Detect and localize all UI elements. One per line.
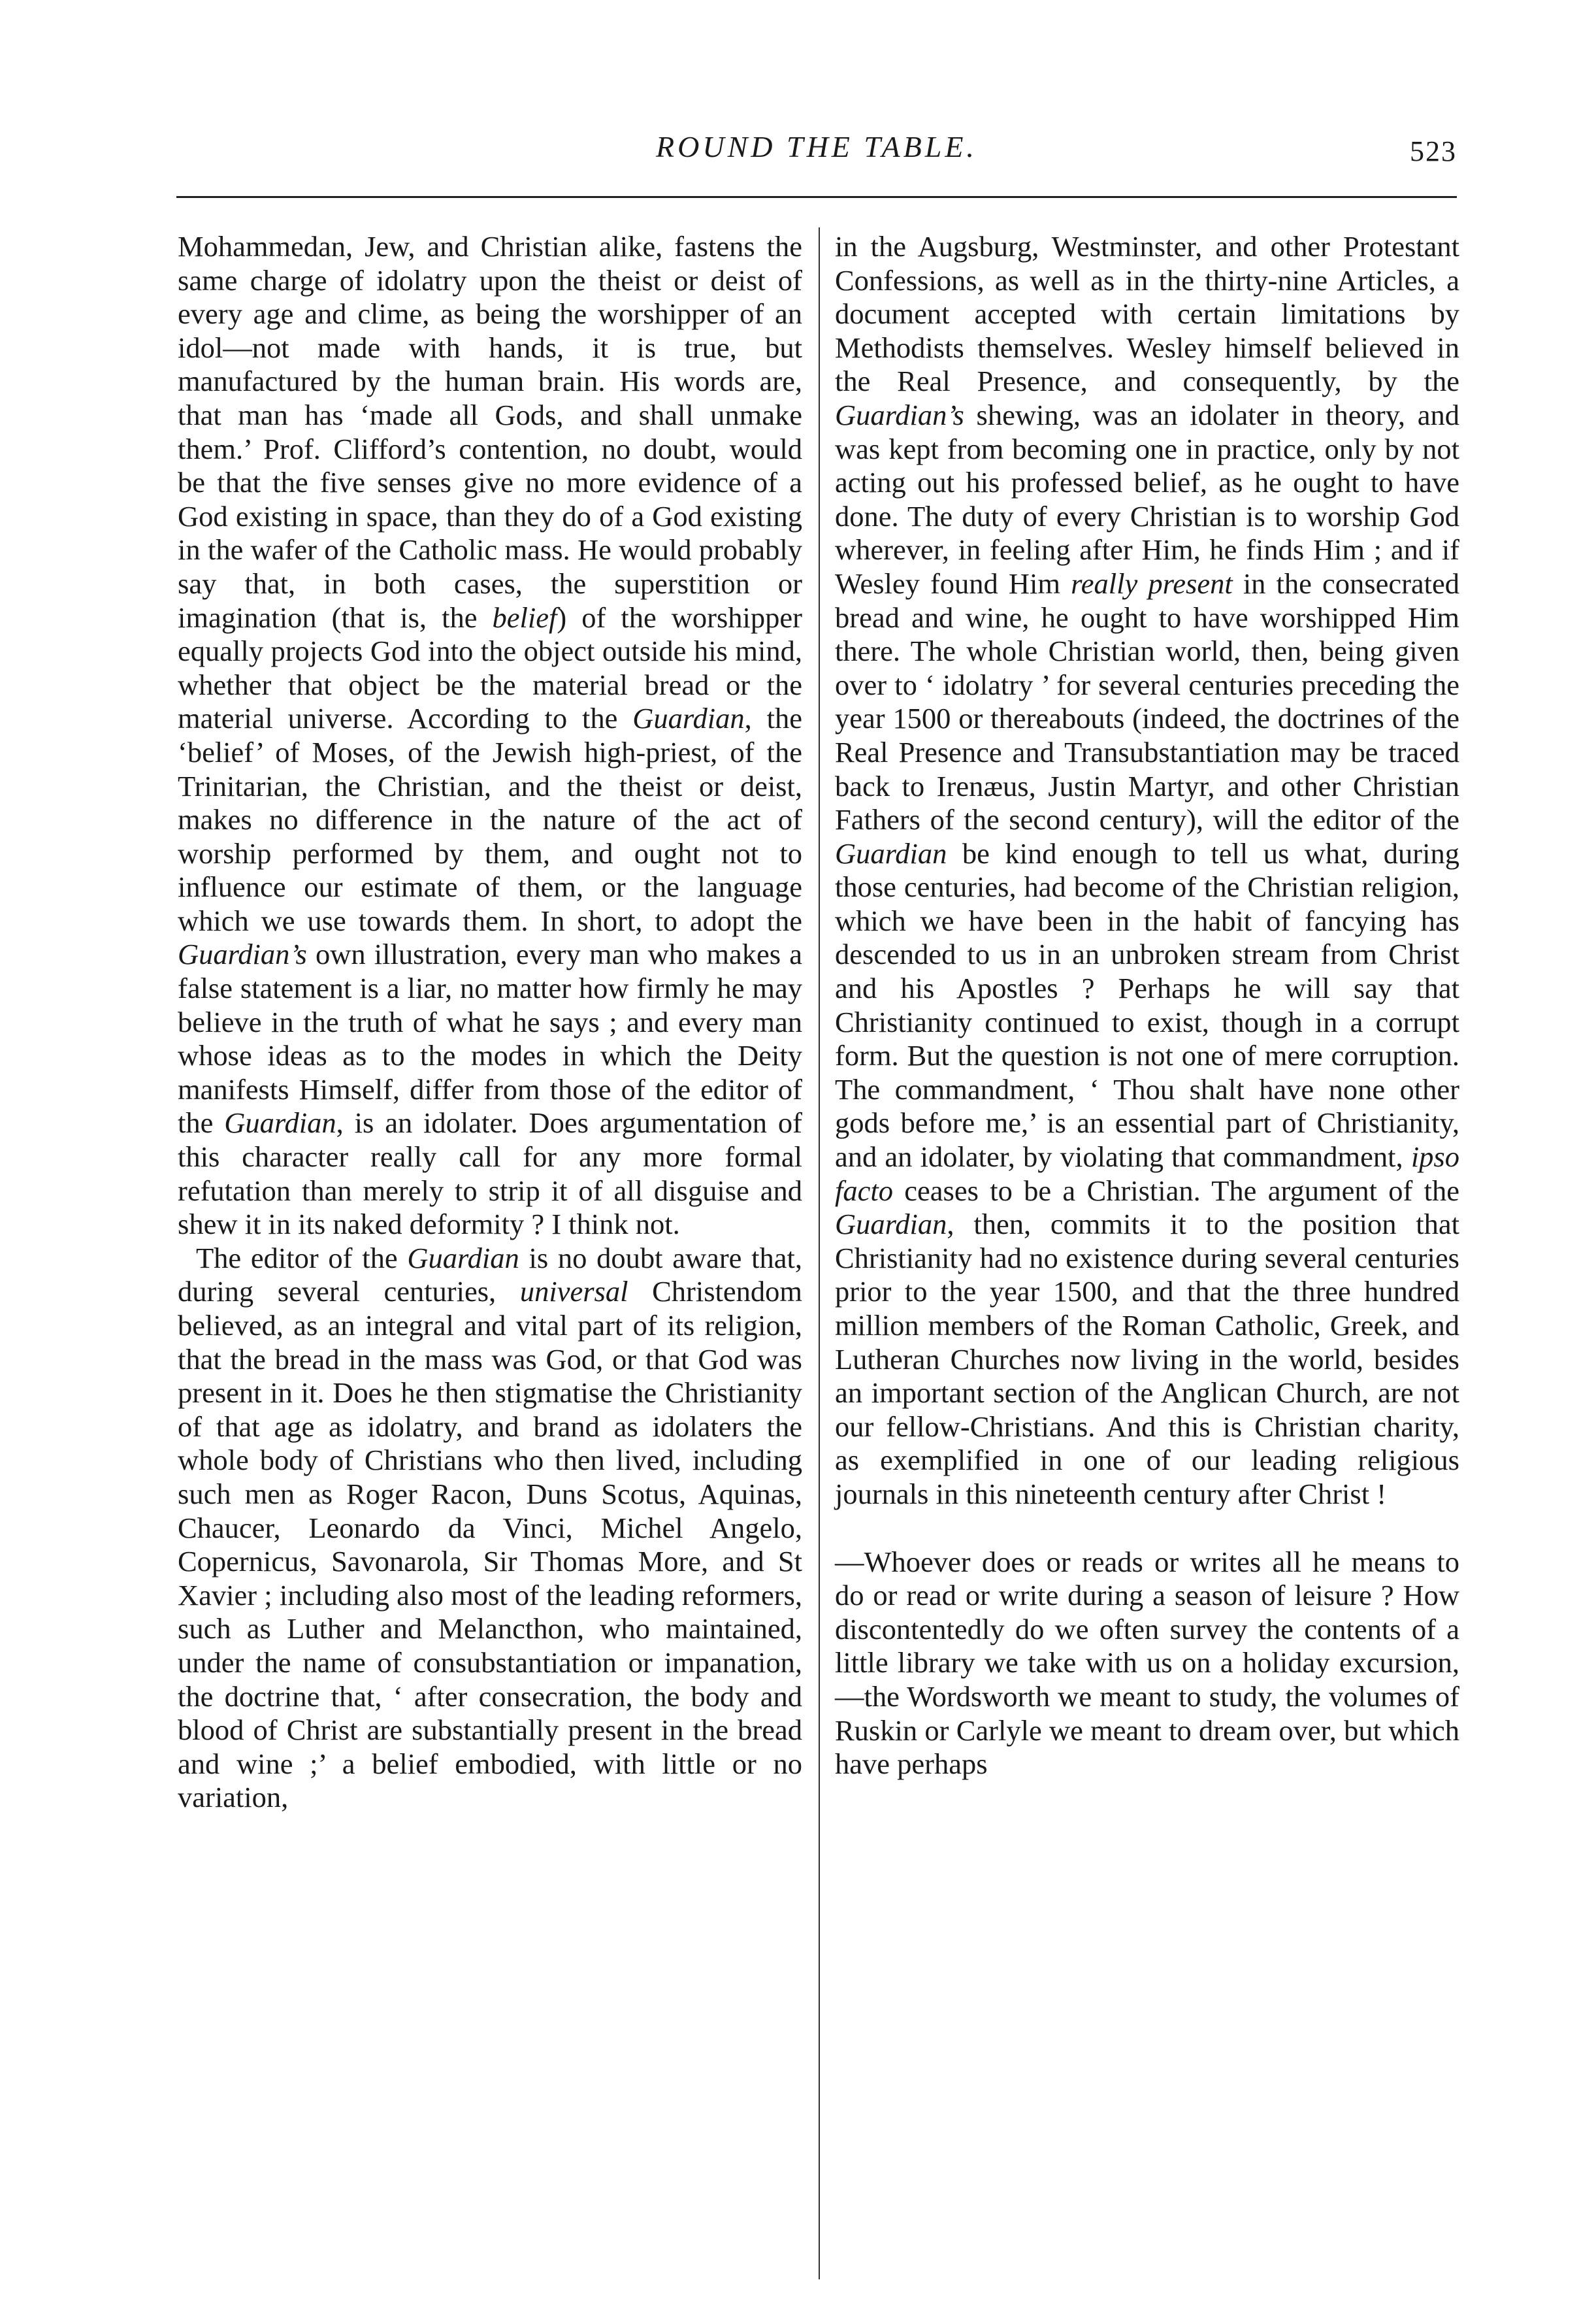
- text-run: ) of the worshipper equally projects God into the object outside his mind, whether that object be the material bread or the material universe. According to the: [178, 601, 802, 735]
- text-run: , the ‘belief’ of Moses, of the Jewish high-priest, of the Trinitarian, the Christian, and the theist or deist, makes no difference in the nature of the act of worship performed by them, and ought not to influence our estimate of them, or the language which we use towards them. In short, to adopt the: [178, 702, 802, 937]
- italic-text-run: Guardian’s: [178, 938, 307, 971]
- text-run: The editor of the: [196, 1241, 408, 1274]
- header-rule: [176, 196, 1457, 198]
- left-column: [178, 230, 802, 1815]
- italic-text-run: Guardian: [224, 1106, 336, 1140]
- italic-text-run: Guardian: [407, 1241, 519, 1274]
- text-run: ceases to be a Christian. The argument of the: [892, 1174, 1459, 1207]
- italic-text-run: Guardian: [632, 702, 745, 735]
- running-head: ROUND THE TABLE.: [656, 130, 977, 163]
- right-column: [835, 230, 1459, 1781]
- italic-text-run: ipso facto: [835, 1140, 1459, 1207]
- text-run: shewing, was an idolater in theory, and was kept from becoming one in practice, only by not acting out his professed belief, as he ought to have done. The duty of every Christian is to worship God wherever, in feeling after Him, he finds Him ; and if Wesley found Him: [835, 398, 1459, 600]
- text-run: in the Augsburg, Westminster, and other Protestant Confessions, as well as in the thirty-nine Articles, a document accepted with certain limitations by Methodists themselves. Wesley himself believed in the Real Presence, and consequently, by the: [835, 230, 1459, 398]
- italic-text-run: Guardian: [835, 836, 947, 870]
- text-run: be kind enough to tell us what, during those centuries, had become of the Christian religion, which we have been in the habit of fancying has descended to us in an unbroken stream from Christ and his Apostles ? Perhaps he will say that Christianity continued to exist, though in a corrupt form. But the question is not one of mere corruption. The commandment, ‘ Thou shalt have none other gods before me,’ is an essential part of Christianity, and an idolater, by violating that commandment,: [835, 836, 1459, 1174]
- paragraph: [835, 1545, 1459, 1781]
- text-run: is no doubt aware that, during several centuries,: [178, 1241, 802, 1308]
- paragraph: [178, 230, 802, 1242]
- page-number: 523: [1410, 135, 1457, 167]
- text-run: , is an idolater. Does argumentation of this character really call for any more formal refutation than merely to strip it of all disguise and shew it in its naked deformity ? I think not.: [178, 1106, 802, 1241]
- italic-text-run: universal: [519, 1275, 628, 1308]
- italic-text-run: Guardian: [835, 1208, 947, 1241]
- paragraph: [178, 1242, 802, 1815]
- column-divider: [819, 227, 820, 2279]
- text-run: own illustration, every man who makes a false statement is a liar, no matter how firmly he may believe in the truth of what he says ; and every man whose ideas as to the modes in which the Deity manifests Himself, differ from those of the editor of the: [178, 938, 802, 1140]
- italic-text-run: really present: [1071, 567, 1233, 600]
- italic-text-run: Guardian’s: [835, 398, 964, 431]
- italic-text-run: belief: [492, 601, 557, 634]
- text-run: , then, commits it to the position that Christianity had no existence during several centuries prior to the year 1500, and that the three hundred million members of the Roman Catholic, Greek, and Lutheran Churches now living in the world, besides an important section of the Anglican Church, are not our fellow-Christians. And this is Christian charity, as exemplified in one of our leading religious journals in this nineteenth century after Christ !: [835, 1208, 1459, 1510]
- text-run: —Whoever does or reads or writes all he means to do or read or write during a season of leisure ? How discontentedly do we often survey the contents of a little library we take with us on a holiday excursion,—the Wordsworth we meant to study, the volumes of Ruskin or Carlyle we meant to dream over, but which have perhaps: [835, 1545, 1459, 1781]
- text-run: in the consecrated bread and wine, he ought to have worshipped Him there. The whole Christian world, then, being given over to ‘ idolatry ’ for several centuries preceding the year 1500 or thereabouts (indeed, the doctrines of the Real Presence and Transubstantiation may be traced back to Irenæus, Justin Martyr, and other Christian Fathers of the second century), will the editor of the: [835, 567, 1460, 836]
- page-header: [176, 124, 1457, 176]
- paragraph: [835, 230, 1459, 1512]
- text-run: Christendom believed, as an integral and vital part of its religion, that the bread in the mass was God, or that God was present in it. Does he then stigmatise the Christianity of that age as idolatry, and brand as idolaters the whole body of Christians who then lived, including such men as Roger Racon, Duns Scotus, Aquinas, Chaucer, Leonardo da Vinci, Michel Angelo, Copernicus, Savonarola, Sir Thomas More, and St Xavier ; including also most of the leading reformers, such as Luther and Melancthon, who maintained, under the name of consubstantiation or impanation, the doctrine that, ‘ after consecration, the body and blood of Christ are substantially present in the bread and wine ;’ a belief embodied, with little or no variation,: [178, 1275, 802, 1814]
- text-run: Mohammedan, Jew, and Christian alike, fastens the same charge of idolatry upon the theist or deist of every age and clime, as being the worshipper of an idol—not made with hands, it is true, but manufactured by the human brain. His words are, that man has ‘made all Gods, and shall unmake them.’ Prof. Clifford’s contention, no doubt, would be that the five senses give no more evidence of a God existing in space, than they do of a God existing in the wafer of the Catholic mass. He would probably say that, in both cases, the superstition or imagination (that is, the: [178, 230, 802, 634]
